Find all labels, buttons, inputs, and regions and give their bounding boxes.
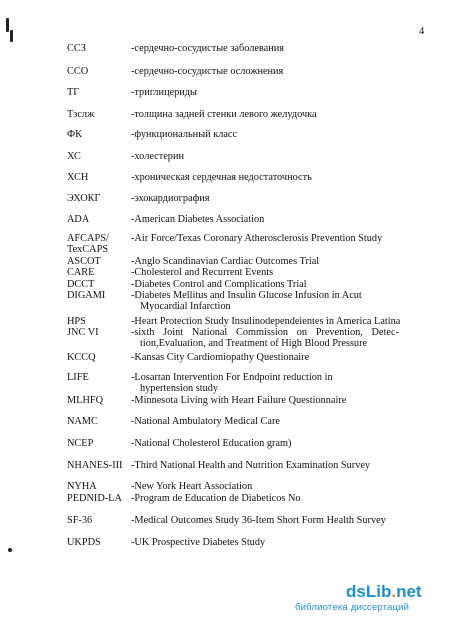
abbreviation-term: Тзслж [67,109,95,120]
scan-mark [10,30,13,42]
abbreviation-definition: tion,Evaluation, and Treatment of High Blood Pressure [140,338,368,349]
abbreviation-term: DIGAMI [67,290,106,301]
abbreviation-term: PEDNID-LA [67,493,122,504]
watermark-logo [346,583,422,601]
abbreviation-definition: -Program de Education de Diabeticos No [131,493,301,504]
abbreviation-definition: -American Diabetes Association [131,214,265,225]
abbreviation-definition: Myocardial Infarction [140,301,231,312]
abbreviation-definition: -Cholesterol and Recurrent Events [131,267,274,278]
abbreviation-term: ХСН [67,172,89,183]
watermark-subtitle: библиотека диссертаций [295,602,410,613]
abbreviation-term: NYHA [67,481,97,492]
abbreviation-definition: -сердечно-сосудистые заболевания [131,43,284,54]
abbreviation-term: ADA [67,214,90,225]
dslib-watermark[interactable] [295,582,422,613]
abbreviation-term: NCEP [67,438,94,449]
abbreviation-term: HPS [67,316,86,327]
abbreviation-definition: -Heart Protection Study Insulinodependeientes in America Latina [131,316,401,327]
abbreviation-term: ССЗ [67,43,86,54]
abbreviation-definition: -сердечно-сосудистые осложнения [131,66,284,77]
abbreviation-definition: -толщина задней стенки левого желудочка [131,109,317,120]
abbreviation-term: SF-36 [67,515,93,526]
abbreviation-term: UKPDS [67,537,101,548]
abbreviation-term: ФК [67,129,83,140]
watermark-logo-tld: net [396,582,422,601]
abbreviation-definition: -Losartan Intervention For Endpoint reduction in [131,372,333,383]
abbreviation-term: KCCQ [67,352,96,363]
abbreviation-definition: -National Ambulatory Medical Care [131,416,280,427]
abbreviation-term: ТГ [67,87,80,98]
abbreviation-definition: -Air Force/Texas Coronary Atherosclerosis Prevention Study [131,233,383,244]
abbreviation-definition: -Medical Outcomes Study 36-Item Short Form Health Survey [131,515,386,526]
abbreviation-definition: -Third National Health and Nutrition Examination Survey [131,460,371,471]
abbreviation-definition: -холестерин [131,151,184,162]
abbreviation-term: NAMC [67,416,98,427]
abbreviation-definition: -хроническая сердечная недостаточность [131,172,312,183]
abbreviation-definition: -функциональный класс [131,129,238,140]
page-number: 4 [419,26,425,37]
abbreviation-term: ССО [67,66,89,77]
abbreviation-term: ЭХОКГ [67,193,101,204]
abbreviation-definition: -UK Prospective Diabetes Study [131,537,266,548]
abbreviation-definition: -триглицериды [131,87,197,98]
abbreviation-term: ХС [67,151,81,162]
abbreviation-term: DCCT [67,279,95,290]
watermark-logo-main: dsLib [346,582,392,601]
scan-mark [6,18,9,32]
abbreviation-term: TexCAPS [67,244,109,255]
abbreviation-term: AFCAPS/ [67,233,109,244]
abbreviation-definition: -Kansas City Cardiomiopathy Questionaire [131,352,310,363]
abbreviation-definition: -Minnesota Living with Heart Failure Questionnaire [131,395,347,406]
abbreviation-term: NHANES-III [67,460,123,471]
abbreviation-term: LIFE [67,372,89,383]
abbreviation-term: MLHFQ [67,395,104,406]
abbreviation-definition: -эхокардиография [131,193,210,204]
abbreviation-definition: -New York Heart Association [131,481,253,492]
abbreviation-term: JNC VI [67,327,99,338]
abbreviation-definition: -Diabetes Mellitus and Insulin Glucose Infusion in Acut [131,290,362,301]
abbreviation-definition: -sixth Joint National Commission on Prevention, Detec- [131,327,399,338]
abbreviation-definition: -National Cholesterol Education gram) [131,438,292,449]
abbreviation-term: CARE [67,267,95,278]
scan-mark [8,548,12,552]
abbreviation-definition: hypertension study [140,383,219,394]
abbreviation-definition: -Anglo Scandinavian Cardiac Outcomes Trial [131,256,320,267]
abbreviation-term: ASCOT [67,256,101,267]
abbreviation-definition: -Diabetes Control and Complications Trial [131,279,307,290]
watermark-logo-dot: . [391,582,397,601]
